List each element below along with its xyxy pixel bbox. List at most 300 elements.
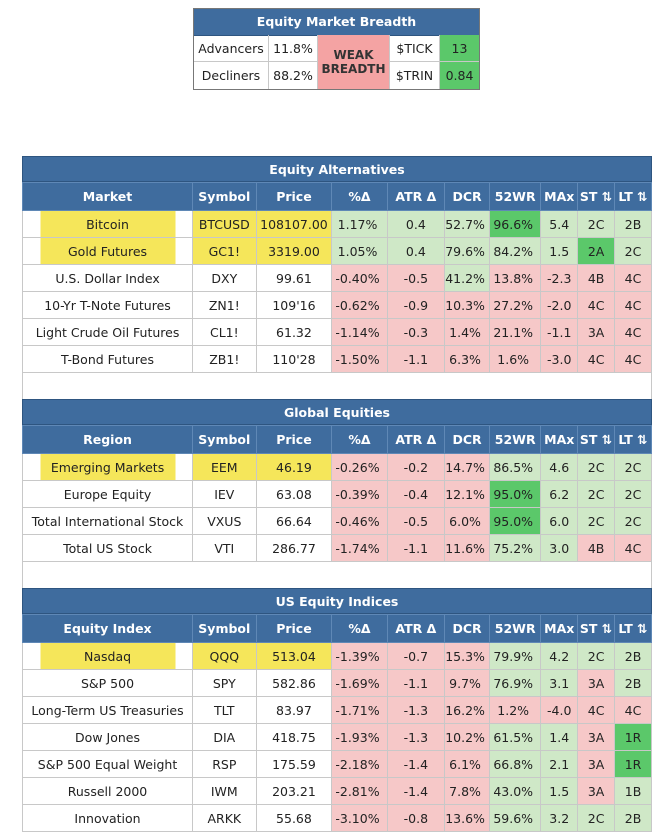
section-title: US Equity Indices — [22, 588, 652, 614]
cell-name — [23, 643, 193, 670]
cell-symbol — [193, 670, 257, 697]
cell-pct-change — [332, 724, 387, 751]
cell-atr-change — [387, 211, 444, 238]
cell-text: 16.2% — [445, 702, 485, 718]
column-header[interactable]: LT ⇅ — [615, 615, 652, 643]
cell-52wr — [490, 670, 541, 697]
cell-text: 46.19 — [276, 459, 312, 475]
column-header[interactable]: Price — [256, 615, 332, 643]
cell-st-trend — [578, 508, 615, 535]
column-header[interactable]: MAx — [541, 183, 578, 211]
cell-text: 13.8% — [493, 270, 534, 286]
cell-lt-trend — [615, 778, 652, 805]
column-header[interactable]: LT ⇅ — [615, 183, 652, 211]
decliners-label: Decliners — [194, 62, 269, 89]
column-header[interactable]: MAx — [541, 426, 578, 454]
cell-dcr — [445, 778, 490, 805]
cell-name — [23, 805, 193, 832]
column-header[interactable]: %Δ — [332, 426, 387, 454]
cell-name — [23, 778, 193, 805]
column-header[interactable]: ATR Δ — [387, 615, 444, 643]
cell-text: 1R — [624, 756, 642, 772]
cell-text: Innovation — [74, 810, 141, 826]
trin-value: 0.84 — [440, 62, 479, 89]
cell-text: -2.3 — [547, 270, 572, 286]
cell-text: -3.10% — [335, 810, 380, 826]
cell-symbol — [193, 697, 257, 724]
cell-text: 0.4 — [405, 216, 426, 232]
cell-text: 1R — [624, 729, 642, 745]
cell-price — [256, 751, 332, 778]
cell-text: -1.1 — [403, 540, 429, 556]
cell-text: 2C — [587, 648, 605, 664]
cell-max — [541, 643, 578, 670]
cell-text: -0.9 — [403, 297, 429, 313]
cell-text: 84.2% — [493, 243, 534, 259]
table-row[interactable] — [23, 319, 652, 346]
cell-pct-change — [332, 238, 387, 265]
table-row[interactable] — [23, 697, 652, 724]
cell-price — [256, 454, 332, 481]
cell-text: -1.3 — [403, 702, 429, 718]
advancers-label: Advancers — [194, 35, 269, 62]
table-row[interactable] — [23, 346, 652, 373]
cell-price — [256, 724, 332, 751]
cell-symbol — [193, 751, 257, 778]
cell-pct-change — [332, 778, 387, 805]
cell-text: 95.0% — [493, 486, 534, 502]
cell-price — [256, 697, 332, 724]
cell-dcr — [445, 697, 490, 724]
cell-max — [541, 265, 578, 292]
cell-52wr — [490, 265, 541, 292]
cell-text: 1.5 — [549, 243, 570, 259]
section-spacer — [22, 373, 652, 399]
cell-max — [541, 481, 578, 508]
cell-text: 2C — [624, 243, 642, 259]
cell-text: -0.26% — [335, 459, 380, 475]
cell-lt-trend — [615, 319, 652, 346]
cell-text: 1.05% — [337, 243, 378, 259]
cell-text: 6.2 — [549, 486, 570, 502]
cell-text: -1.69% — [335, 675, 380, 691]
cell-atr-change — [387, 805, 444, 832]
column-header[interactable]: 52WR — [490, 426, 541, 454]
cell-name — [23, 508, 193, 535]
cell-text: 21.1% — [493, 324, 534, 340]
cell-text: 66.8% — [493, 756, 534, 772]
cell-name — [23, 697, 193, 724]
table-header-row — [23, 426, 652, 454]
column-header[interactable]: Market — [23, 183, 193, 211]
cell-text: 9.7% — [449, 675, 481, 691]
cell-text: 4C — [587, 702, 605, 718]
cell-text: 2C — [587, 810, 605, 826]
cell-text: 2C — [624, 513, 642, 529]
table-header-row — [23, 615, 652, 643]
table-row[interactable] — [23, 535, 652, 562]
cell-text: 2C — [587, 513, 605, 529]
cell-text: 4.2 — [549, 648, 570, 664]
cell-text: 582.86 — [272, 675, 316, 691]
cell-text: 108107.00 — [260, 216, 328, 232]
column-header[interactable]: ATR Δ — [387, 426, 444, 454]
cell-text: ZN1! — [208, 297, 240, 313]
cell-text: 95.0% — [493, 513, 534, 529]
cell-52wr — [490, 346, 541, 373]
cell-52wr — [490, 643, 541, 670]
table-row[interactable] — [23, 751, 652, 778]
cell-text: 418.75 — [272, 729, 316, 745]
cell-atr-change — [387, 454, 444, 481]
breadth-status-line1: WEAK — [333, 48, 374, 62]
cell-text: 4.6 — [549, 459, 570, 475]
cell-text: -1.71% — [335, 702, 380, 718]
cell-st-trend — [578, 292, 615, 319]
cell-pct-change — [332, 751, 387, 778]
column-header[interactable]: Symbol — [193, 183, 257, 211]
data-table — [22, 425, 652, 562]
breadth-status-badge — [318, 35, 390, 89]
cell-lt-trend — [615, 751, 652, 778]
cell-text: Bitcoin — [86, 216, 129, 232]
column-header[interactable]: DCR — [445, 426, 490, 454]
cell-atr-change — [387, 697, 444, 724]
cell-text: Total International Stock — [31, 513, 184, 529]
table-row[interactable] — [23, 778, 652, 805]
cell-atr-change — [387, 265, 444, 292]
cell-text: 2C — [624, 486, 642, 502]
cell-dcr — [445, 319, 490, 346]
cell-text: 2C — [587, 459, 605, 475]
column-header[interactable]: 52WR — [490, 183, 541, 211]
table-row[interactable] — [23, 805, 652, 832]
cell-symbol — [193, 265, 257, 292]
cell-text: 109'16 — [272, 297, 316, 313]
column-header[interactable]: DCR — [445, 183, 490, 211]
cell-text: -1.1 — [547, 324, 572, 340]
cell-text: -1.1 — [403, 351, 429, 367]
table-row[interactable] — [23, 211, 652, 238]
cell-text: 3319.00 — [268, 243, 320, 259]
table-row[interactable] — [23, 643, 652, 670]
column-header[interactable]: Symbol — [193, 615, 257, 643]
cell-text: -4.0 — [547, 702, 572, 718]
data-table — [22, 182, 652, 373]
cell-name — [23, 535, 193, 562]
column-header[interactable]: 52WR — [490, 615, 541, 643]
cell-text: 11.6% — [445, 540, 485, 556]
breadth-title: Equity Market Breadth — [194, 9, 479, 36]
cell-text: 61.32 — [276, 324, 312, 340]
table-row[interactable] — [23, 265, 652, 292]
cell-text: U.S. Dollar Index — [55, 270, 160, 286]
cell-text: 75.2% — [493, 540, 534, 556]
table-row[interactable] — [23, 481, 652, 508]
cell-text: 2C — [587, 486, 605, 502]
cell-max — [541, 346, 578, 373]
cell-max — [541, 778, 578, 805]
table-row[interactable] — [23, 724, 652, 751]
cell-price — [256, 670, 332, 697]
cell-text: 63.08 — [276, 486, 312, 502]
cell-text: 110'28 — [272, 351, 316, 367]
cell-text: 86.5% — [493, 459, 534, 475]
cell-text: -1.39% — [335, 648, 380, 664]
cell-text: -1.3 — [403, 729, 429, 745]
cell-52wr — [490, 238, 541, 265]
cell-text: 6.3% — [449, 351, 481, 367]
cell-text: BTCUSD — [198, 216, 250, 232]
cell-pct-change — [332, 697, 387, 724]
cell-text: -0.62% — [335, 297, 380, 313]
cell-text: IEV — [214, 486, 235, 502]
cell-name — [23, 319, 193, 346]
cell-pct-change — [332, 805, 387, 832]
cell-text: Europe Equity — [63, 486, 152, 502]
cell-symbol — [193, 211, 257, 238]
cell-symbol — [193, 724, 257, 751]
cell-st-trend — [578, 319, 615, 346]
cell-dcr — [445, 751, 490, 778]
cell-symbol — [193, 319, 257, 346]
cell-text: 3A — [587, 756, 605, 772]
cell-price — [256, 211, 332, 238]
cell-st-trend — [578, 346, 615, 373]
cell-text: 3A — [587, 729, 605, 745]
cell-text: 4C — [587, 297, 605, 313]
cell-atr-change — [387, 319, 444, 346]
global-equities-section — [22, 399, 652, 588]
cell-text: -0.7 — [403, 648, 429, 664]
cell-text: 1.17% — [337, 216, 378, 232]
cell-text: 13.6% — [445, 810, 485, 826]
cell-lt-trend — [615, 238, 652, 265]
cell-pct-change — [332, 670, 387, 697]
cell-name — [23, 238, 193, 265]
cell-text: -0.46% — [335, 513, 380, 529]
cell-text: 10.2% — [445, 729, 485, 745]
cell-text: 41.2% — [445, 270, 485, 286]
cell-dcr — [445, 481, 490, 508]
cell-name — [23, 454, 193, 481]
cell-lt-trend — [615, 481, 652, 508]
cell-text: 3A — [587, 324, 605, 340]
cell-atr-change — [387, 346, 444, 373]
column-header[interactable]: Price — [256, 426, 332, 454]
cell-atr-change — [387, 751, 444, 778]
column-header[interactable]: LT ⇅ — [615, 426, 652, 454]
cell-text: 1.2% — [497, 702, 530, 718]
cell-text: 4B — [587, 540, 605, 556]
cell-price — [256, 481, 332, 508]
equity-alternatives-section — [22, 156, 652, 399]
cell-text: 10.3% — [445, 297, 485, 313]
cell-symbol — [193, 535, 257, 562]
column-header[interactable]: DCR — [445, 615, 490, 643]
cell-price — [256, 535, 332, 562]
cell-text: 27.2% — [493, 297, 534, 313]
cell-text: Gold Futures — [68, 243, 148, 259]
cell-pct-change — [332, 346, 387, 373]
cell-text: -1.50% — [335, 351, 380, 367]
cell-text: 0.4 — [405, 243, 426, 259]
cell-atr-change — [387, 238, 444, 265]
column-header[interactable]: MAx — [541, 615, 578, 643]
cell-dcr — [445, 670, 490, 697]
cell-dcr — [445, 292, 490, 319]
cell-text: -0.5 — [403, 513, 429, 529]
cell-text: 2A — [587, 243, 605, 259]
cell-52wr — [490, 508, 541, 535]
cell-dcr — [445, 265, 490, 292]
cell-52wr — [490, 481, 541, 508]
cell-name — [23, 724, 193, 751]
cell-text: -1.14% — [335, 324, 380, 340]
column-header[interactable]: %Δ — [332, 183, 387, 211]
cell-text: CL1! — [209, 324, 239, 340]
cell-text: 4C — [624, 270, 642, 286]
cell-symbol — [193, 346, 257, 373]
cell-text: 52.7% — [445, 216, 485, 232]
cell-atr-change — [387, 724, 444, 751]
cell-pct-change — [332, 508, 387, 535]
column-header[interactable]: Symbol — [193, 426, 257, 454]
column-header[interactable]: ST ⇅ — [578, 426, 615, 454]
cell-text: -2.0 — [547, 297, 572, 313]
cell-dcr — [445, 346, 490, 373]
cell-st-trend — [578, 454, 615, 481]
cell-price — [256, 319, 332, 346]
cell-st-trend — [578, 670, 615, 697]
cell-name — [23, 265, 193, 292]
cell-max — [541, 670, 578, 697]
table-header-row — [23, 183, 652, 211]
cell-st-trend — [578, 535, 615, 562]
table-row[interactable] — [23, 238, 652, 265]
cell-text: 66.64 — [276, 513, 312, 529]
cell-price — [256, 238, 332, 265]
cell-52wr — [490, 805, 541, 832]
cell-text: ARKK — [207, 810, 242, 826]
cell-text: -0.3 — [403, 324, 429, 340]
cell-text: -1.4 — [403, 756, 429, 772]
cell-pct-change — [332, 535, 387, 562]
cell-st-trend — [578, 751, 615, 778]
cell-dcr — [445, 508, 490, 535]
cell-pct-change — [332, 211, 387, 238]
cell-pct-change — [332, 265, 387, 292]
cell-price — [256, 346, 332, 373]
cell-text: 10-Yr T-Note Futures — [44, 297, 171, 313]
cell-text: Total US Stock — [63, 540, 152, 556]
cell-text: 76.9% — [493, 675, 534, 691]
column-header[interactable]: Region — [23, 426, 193, 454]
cell-text: 3A — [587, 783, 605, 799]
cell-atr-change — [387, 643, 444, 670]
cell-text: Long-Term US Treasuries — [31, 702, 184, 718]
cell-symbol — [193, 238, 257, 265]
table-row[interactable] — [23, 670, 652, 697]
cell-lt-trend — [615, 211, 652, 238]
cell-text: Russell 2000 — [67, 783, 148, 799]
column-header[interactable]: %Δ — [332, 615, 387, 643]
advancers-value: 11.8% — [269, 35, 318, 62]
cell-lt-trend — [615, 454, 652, 481]
cell-text: -0.2 — [403, 459, 429, 475]
cell-dcr — [445, 238, 490, 265]
cell-text: -1.93% — [335, 729, 380, 745]
cell-text: 2B — [624, 675, 642, 691]
cell-text: Dow Jones — [75, 729, 140, 745]
cell-symbol — [193, 292, 257, 319]
table-row[interactable] — [23, 454, 652, 481]
cell-pct-change — [332, 454, 387, 481]
column-header[interactable]: Price — [256, 183, 332, 211]
cell-dcr — [445, 724, 490, 751]
cell-name — [23, 481, 193, 508]
cell-text: DIA — [213, 729, 236, 745]
cell-text: 15.3% — [445, 648, 485, 664]
table-row[interactable] — [23, 292, 652, 319]
cell-price — [256, 508, 332, 535]
cell-text: 5.4 — [549, 216, 570, 232]
cell-text: SPY — [212, 675, 236, 691]
column-header[interactable]: ST ⇅ — [578, 183, 615, 211]
section-title: Equity Alternatives — [22, 156, 652, 182]
cell-max — [541, 697, 578, 724]
cell-text: VTI — [214, 540, 235, 556]
cell-text: 3.2 — [549, 810, 570, 826]
column-header[interactable]: ST ⇅ — [578, 615, 615, 643]
column-header[interactable]: Equity Index — [23, 615, 193, 643]
cell-st-trend — [578, 697, 615, 724]
cell-52wr — [490, 778, 541, 805]
cell-lt-trend — [615, 265, 652, 292]
cell-text: 1.6% — [497, 351, 530, 367]
cell-st-trend — [578, 211, 615, 238]
tick-label: $TICK — [390, 35, 440, 62]
cell-dcr — [445, 805, 490, 832]
cell-lt-trend — [615, 697, 652, 724]
cell-lt-trend — [615, 292, 652, 319]
cell-text: 2C — [587, 216, 605, 232]
cell-text: -2.18% — [335, 756, 380, 772]
cell-symbol — [193, 805, 257, 832]
cell-pct-change — [332, 292, 387, 319]
cell-text: 4C — [624, 351, 642, 367]
cell-text: -0.40% — [335, 270, 380, 286]
cell-text: 4C — [587, 351, 605, 367]
cell-text: 6.1% — [449, 756, 481, 772]
column-header[interactable]: ATR Δ — [387, 183, 444, 211]
cell-text: S&P 500 Equal Weight — [37, 756, 178, 772]
cell-text: 3.0 — [549, 540, 570, 556]
cell-st-trend — [578, 238, 615, 265]
section-spacer — [22, 562, 652, 588]
cell-st-trend — [578, 778, 615, 805]
cell-text: 2B — [624, 216, 642, 232]
data-table — [22, 614, 652, 832]
trin-label: $TRIN — [390, 62, 440, 89]
market-breadth-panel — [193, 8, 480, 90]
cell-atr-change — [387, 292, 444, 319]
cell-dcr — [445, 643, 490, 670]
cell-pct-change — [332, 481, 387, 508]
cell-max — [541, 805, 578, 832]
cell-name — [23, 670, 193, 697]
table-row[interactable] — [23, 508, 652, 535]
